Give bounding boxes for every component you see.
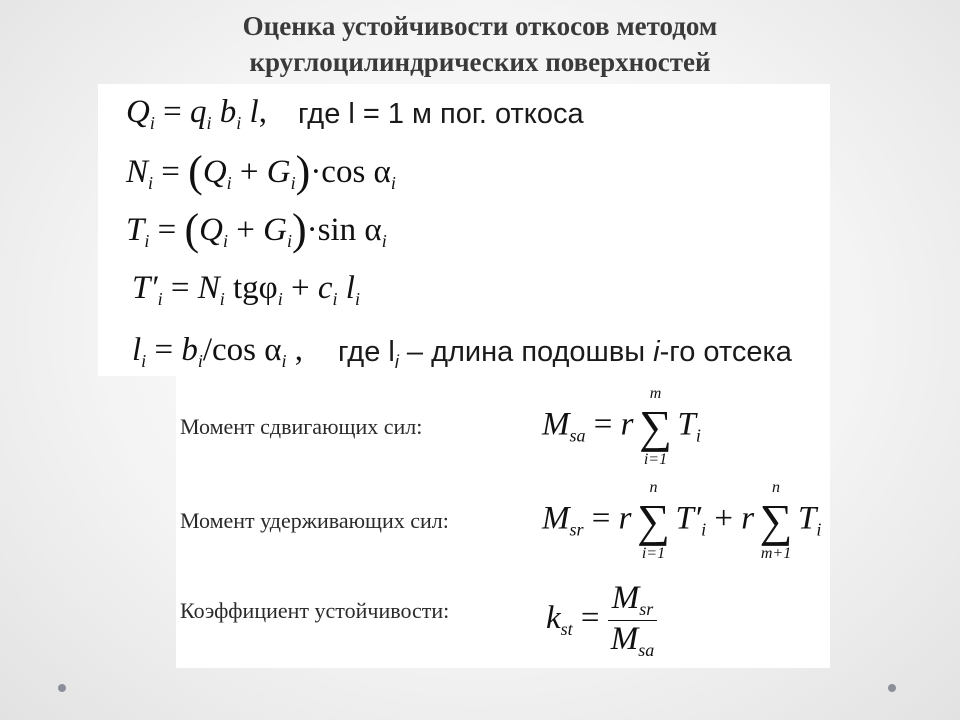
page-title xyxy=(0,8,960,80)
l-note-rest: – длина подошвы xyxy=(398,336,654,368)
formulas-panel xyxy=(98,84,830,376)
stability-coef-label: Коэффициент устойчивости: xyxy=(180,598,450,623)
stability-coef-formula: $k_{st}$ = $\frac{M_{sr}}{M_{sa}}$ xyxy=(546,582,657,659)
moments-panel xyxy=(176,376,830,668)
shear-moment-formula: $M_{sa} = r$ m ∑ i=1 $T_i$ xyxy=(542,385,701,468)
l-note-i: i xyxy=(653,336,660,368)
slide-dot-left-icon xyxy=(58,684,66,692)
formula-t: $T_i = (Q_i + G_i)\cdot\sin$ $\alpha_i$ xyxy=(126,205,387,254)
holding-moment-label: Момент удерживающих сил: xyxy=(180,508,449,533)
formula-q: $Q_i = q_i$ $b_i$ l, xyxy=(126,94,267,133)
shear-moment-label: Момент сдвигающих сил: xyxy=(180,414,423,439)
formula-l-note xyxy=(338,336,792,373)
l-note-sub: i xyxy=(394,352,399,372)
l-note-start: где l xyxy=(338,336,395,368)
holding-moment-formula: $M_{sr} = r$ n ∑ i=1 $T'_i + r$ n ∑ m+1 $T_i$ xyxy=(542,479,822,562)
slide-dot-right-icon xyxy=(888,684,896,692)
l-note-end: -го отсека xyxy=(659,336,792,368)
title-line-2: круглоцилиндрических поверхностей xyxy=(249,47,711,77)
formula-q-note: где l = 1 м пог. откоса xyxy=(298,98,584,130)
formula-t-prime: $T'_i = N_i$ $tg\varphi_i + c_i$ $l_i$ xyxy=(132,270,360,309)
formula-n: $N_i = (Q_i + G_i)\cdot\cos$ $\alpha_i$ xyxy=(126,147,396,196)
title-line-1: Оценка устойчивости откосов методом xyxy=(242,11,718,41)
formula-l: $l_i = b_i/\cos$ $\alpha_i$ , xyxy=(132,332,304,371)
